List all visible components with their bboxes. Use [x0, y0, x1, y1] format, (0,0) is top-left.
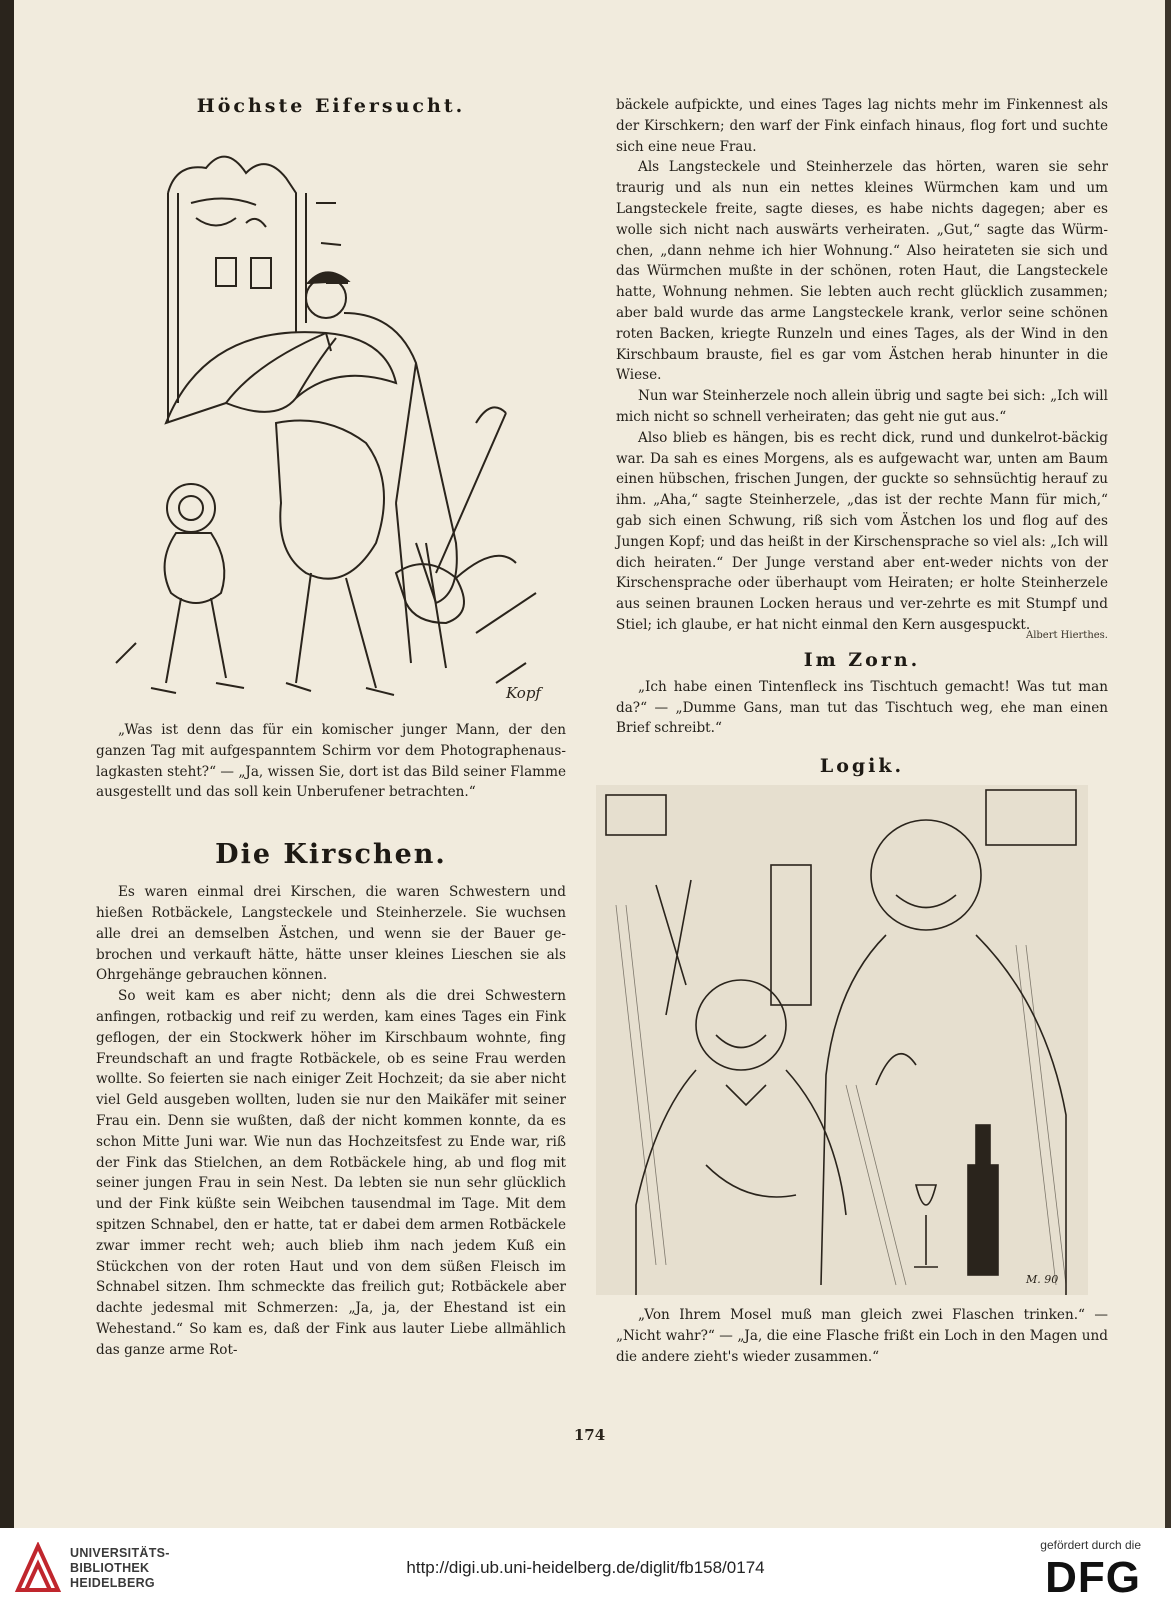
caption-logik: „Von Ihrem Mosel muß man gleich zwei Flaschen trinken.“ — „Nicht wahr?“ — „Ja, die eine Flasche frißt ein Loch in den Magen und die andere zieht's wieder zusammen.“: [616, 1307, 1108, 1365]
title-die-kirschen: Die Kirschen.: [215, 839, 447, 871]
story-paragraph-1: Es waren einmal drei Kirschen, die waren Schwestern und hießen Rotbäckele, Langsteckele und Steinherzele. Sie wuchsen alle drei an demselben Ästchen, und wenn sie der Bauer ge-brochen und verkauft hätte, hätte unser kleines Lieschen sie als Ohrgehänge gebrauchen können.: [96, 884, 566, 984]
story-paragraph-5: Nun war Steinherzele noch allein übrig und sagte bei sich: „Ich will mich nicht so schnell verheiraten; das geht nie gut aus.“: [616, 388, 1108, 425]
illustration-signature-kopf: Kopf: [506, 684, 541, 702]
zorn-text: „Ich habe einen Tintenfleck ins Tischtuch gemacht! Was tut man da?“ — „Dumme Gans, man tut das Tischtuch weg, ehe man einen Brief schreibt.“: [616, 678, 1108, 737]
title-im-zorn: Im Zorn.: [803, 648, 921, 671]
title-logik: Logik.: [819, 755, 905, 778]
title-hoechste-eifersucht: Höchste Eifersucht.: [196, 95, 466, 117]
footer-bar: [0, 1528, 1171, 1608]
institution-line-2: BIBLIOTHEK: [70, 1561, 150, 1575]
source-url-link[interactable]: http://digi.ub.uni-heidelberg.de/diglit/fb158/0174: [406, 1558, 765, 1577]
dfg-logo: DFG: [1045, 1553, 1141, 1602]
author-signature: Albert Hierthes.: [1025, 629, 1108, 641]
illustration-signature-logik: M. 90: [1026, 1273, 1059, 1287]
story-paragraph-6: Also blieb es hängen, bis es recht dick, rund und dunkelrot-bäckig war. Da sah es eines Morgens, als es aufgewacht war, unten am Baum einen hübschen, frischen Jungen, der guckte so sehnsüchtig herauf zu ihm. „Aha,“ sagte Steinherzele, „das ist der rechte Mann für mich,“ gab sich einen Schwung, riß sich vom Ästchen los und flog auf des Jungen Kopf; und das heißt in der Kirschensprache so viel als: „Ich will dich heiraten.“ Der Junge verstand aber ent-weder nichts von der Kirschensprache oder überhaupt vom Heiraten; er holte Steinherzele aus seinen braunen Locken heraus und ver-zehrte es mit Stumpf und Stiel; ich glaube, er hat nicht einmal den Kern ausgespuckt.: [616, 429, 1108, 633]
institution-line-1: UNIVERSITÄTS-: [70, 1546, 170, 1560]
right-column: [616, 95, 1108, 1368]
logik-drawing: [596, 785, 1088, 1295]
left-column: [96, 95, 566, 1361]
story-paragraph-2: So weit kam es aber nicht; denn als die drei Schwestern anfingen, rotbackig und reif zu werden, kam eines Tages ein Fink geflogen, der ein Stockwerk höher im Kirschbaum wohnte, fing Freundschaft an und fragte Rotbäckele, ob es seine Frau werden wollte. So feierten sie nach einiger Zeit Hochzeit; da sie aber nicht viel Geld ausgeben wollten, luden sie nur den Maikäfer mit seiner Frau ein. Denn sie wußten, daß der nicht kommen konnte, da es schon Mitte Juni war. Wie nun das Hochzeitsfest zu Ende war, riß der Fink das Stielchen, an dem Rotbäckele hing, ab und flog mit seiner jungen Frau in sein Nest. Da lebten sie nun sehr glücklich und der Fink küßte sein Weibchen tausendmal im Tage. Mit dem spitzen Schnabel, den er hatte, tat er dabei dem armen Rotbäckele zwar immer recht weh; auch blieb ihm nach jedem Kuß ein Stückchen von der roten Haut und von dem süßen Fleisch im Schnabel sitzen. Ihm schmeckte das freilich gut; Rotbäckele aber dachte jedesmal mit Schmerzen: „Ja, ja, der Ehestand ist ein Wehestand.“ So kam es, daß der Fink aus lauter Liebe allmählich das ganze arme Rot-: [96, 988, 566, 1358]
institution-line-3: HEIDELBERG: [70, 1576, 155, 1590]
caption-hoechste-eifersucht: „Was ist denn das für ein komischer junger Mann, der den ganzen Tag mit aufgespanntem Schirm vor dem Photographenaus-lagkasten steht?“ — „Ja, wissen Sie, dort ist das Bild seiner Flamme ausgestellt und das soll kein Unberufener betrachten.“: [96, 722, 566, 801]
page-number: 174: [573, 1426, 606, 1444]
story-paragraph-3: bäckele aufpickte, und eines Tages lag nichts mehr im Finkennest als der Kirschkern; den warf der Fink einfach hinaus, flog fort und suchte sich eine neue Frau.: [616, 97, 1108, 155]
umbrella-drawing: [96, 123, 566, 708]
illustration-umbrella: [96, 123, 566, 708]
story-paragraph-4: Als Langsteckele und Steinherzele das hörten, waren sie sehr traurig und als nun ein nettes kleines Würmchen kam und um Langsteckele freite, sagte dieses, es habe nichts dagegen; aber es wolle sich nicht nach auswärts verheiraten. „Gut,“ sagte das Würm-chen, „dann nehme ich hier Wohnung.“ Also heirateten sie sich und das Würmchen mußte in der schönen, roten Haut, die Langsteckele hatte, Wohnung nehmen. Sie lebten auch recht glücklich zusammen; aber bald wurde das arme Langsteckele krank, verlor seine schönen roten Backen, kriegte Runzeln und eines Tages, als der Wind in den Kirschbaum brauste, fiel es gar vom Ästchen herab hinunter in die Wiese.: [616, 159, 1108, 384]
sponsor-note: gefördert durch die: [1040, 1538, 1141, 1552]
illustration-logik: [596, 785, 1088, 1295]
